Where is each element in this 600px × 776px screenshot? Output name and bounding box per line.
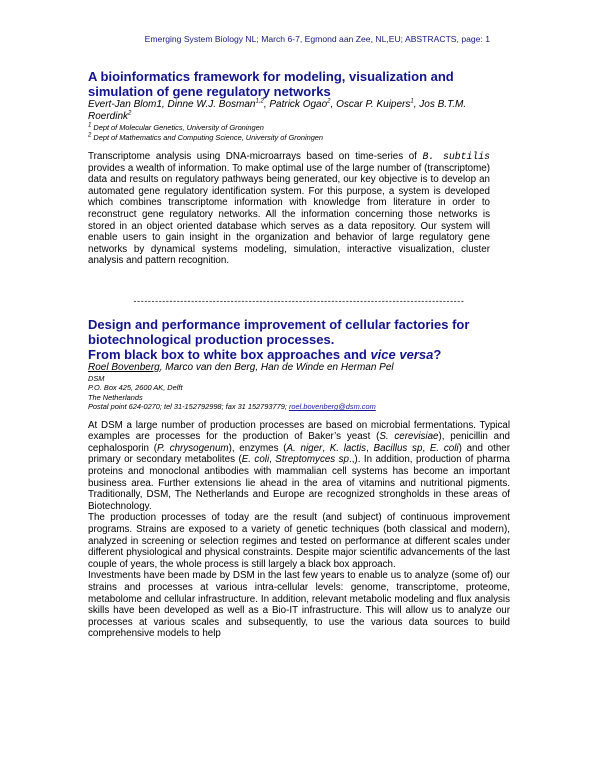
author-sup: 1 xyxy=(410,98,414,105)
abstract-2-title-line-2: biotechnological production processes. xyxy=(88,332,335,347)
presenting-author: Roel Bovenberg xyxy=(88,362,160,373)
abstract-1-title xyxy=(88,69,490,99)
species-name: B. subtilis xyxy=(422,151,490,162)
body-text: , xyxy=(366,442,374,454)
body-text: ) and other primary or secondary metabolites ( xyxy=(88,442,510,466)
author-text: , Marco van den Berg, Han de Winde en Herman Pel xyxy=(159,362,394,373)
affil-sup: 1 xyxy=(88,122,92,129)
author-text: Evert-Jan Blom1, Dinne W.J. Bosman xyxy=(88,99,256,110)
abstract-2-title xyxy=(88,317,510,362)
abstract-2-paragraph-3: Investments have been made by DSM in the last few years to enable us to analyze (some of) our strains and processes at various intra-cellular levels: genome, transcriptome, proteome, metabolome and cellular infrastructure. In addition, relevant metabolic modeling and flux analysis skills have been developed as well as a Bio-IT infrastructure. This will allow us to analyze our processes at various scales and subsequently, to use the various data sources to build comprehensive models to help xyxy=(88,570,510,640)
abstract-2-address-2: The Netherlands xyxy=(88,392,143,402)
species-name: Bacillus sp xyxy=(373,442,423,454)
species-name: K. lactis xyxy=(329,442,367,454)
species-name: E. coli xyxy=(429,442,459,454)
affil-text: Dept of Mathematics and Computing Science, University of Groningen xyxy=(91,132,324,142)
author-sup: 1,2 xyxy=(255,98,264,105)
author-text: , Oscar P. Kuipers xyxy=(330,99,411,110)
body-text: ), enzymes ( xyxy=(228,442,287,454)
abstract-1-affiliation-2 xyxy=(88,133,490,143)
abstract-2-title-line-1: Design and performance improvement of cellular factories for xyxy=(88,317,470,332)
body-text: .,). In addition, production of pharma proteins and monoclonal antibodies with mammalian cell systems has become an important business area. Further extensions lie ahead in the area of vitamins and nutritional pigments. Traditionally, DSM, The Netherlands and Europe are recognized strongholds in these areas of Biotechnology. xyxy=(88,454,510,512)
abstract-2-address-1: P.O. Box 425, 2600 AK, Delft xyxy=(88,383,183,393)
abstract-2 xyxy=(88,317,510,640)
species-name: P. chrysogenum xyxy=(157,442,229,454)
body-text: At DSM a large number of production processes are based on microbial fermentations. Typical examples are processes for the production of Baker’s yeast ( xyxy=(88,419,510,443)
species-name: S. cerevisiae xyxy=(379,431,439,443)
body-text: Transcriptome analysis using DNA-microarrays based on time-series of xyxy=(88,151,423,162)
author-sup: 2 xyxy=(327,98,331,105)
abstract-2-title-line-3: From black box to white box approaches and xyxy=(88,347,371,362)
abstract-1-title-line-1: A bioinformatics framework for modeling, visualization and xyxy=(88,69,454,84)
abstract-2-contact xyxy=(88,402,510,411)
abstract-1-body xyxy=(88,151,490,267)
abstract-1-affiliation-1 xyxy=(88,123,490,133)
body-text: , xyxy=(322,442,330,454)
affil-sup: 2 xyxy=(88,132,92,139)
abstract-2-title-italic: vice versa xyxy=(370,347,434,362)
author-text: Roerdink xyxy=(88,111,129,122)
email-link[interactable]: roel.bovenberg@dsm.com xyxy=(288,402,376,412)
abstract-2-organization: DSM xyxy=(88,374,105,383)
affil-text: Dept of Molecular Genetics, University of Groningen xyxy=(91,123,264,132)
species-name: A. niger xyxy=(286,442,323,454)
abstract-1 xyxy=(88,69,490,267)
separator-dashes: -------------------------------------------------------------------------------------------- xyxy=(133,296,465,306)
body-text: , xyxy=(422,442,430,454)
abstract-2-paragraph-2: The production processes of today are the result (and subject) of continuous improvement programs. Strains are exposed to a variety of genetic techniques (both classical and modern), analyzed in screening or selection regimes and tested on performance at different scales under different physiological and physical constraints. Despite major scientific advancements of the last couple of years, the whole process is still largely a black box approach. xyxy=(88,512,510,570)
author-text: , Jos B.T.M. xyxy=(413,99,467,110)
species-name: E. coli xyxy=(241,454,270,466)
abstract-1-title-line-2: simulation of gene regulatory networks xyxy=(88,84,331,99)
running-header: Emerging System Biology NL; March 6-7, Egmond aan Zee, NL,EU; ABSTRACTS, page: 1 xyxy=(144,34,490,44)
body-text: provides a wealth of information. To make optimal use of the large number of (transcriptome) data and results on regulatory pathways being generated, our key objective is to develop an automated gene regulatory identification system. For this purpose, a system is developed which combines transcriptome information with knowledge from literature in order to reconstruct gene regulatory networks. All the information concerning those networks is stored in an object oriented database which serves as a data repository. Our system will enable users to gain insight in the organization and behavior of large regulatory gene networks by dynamical systems modeling, simulation, interactive visualization, cluster analysis and pattern recognition. xyxy=(88,162,490,267)
abstract-2-paragraph-1 xyxy=(88,420,510,513)
author-text: , Patrick Ogao xyxy=(263,99,328,110)
abstract-1-authors xyxy=(88,99,490,123)
body-text: ), penicillin and cephalosporin ( xyxy=(88,431,510,454)
body-text: , xyxy=(269,454,276,466)
separator-line xyxy=(88,296,510,306)
author-sup: 2 xyxy=(128,110,132,117)
abstract-2-title-end: ? xyxy=(433,347,442,362)
species-name: Streptomyces sp xyxy=(275,454,349,466)
abstract-2-authors xyxy=(88,362,510,374)
contact-text: Postal point 624-0270; tel 31-152792998; fax 31 152793779; xyxy=(88,402,289,412)
